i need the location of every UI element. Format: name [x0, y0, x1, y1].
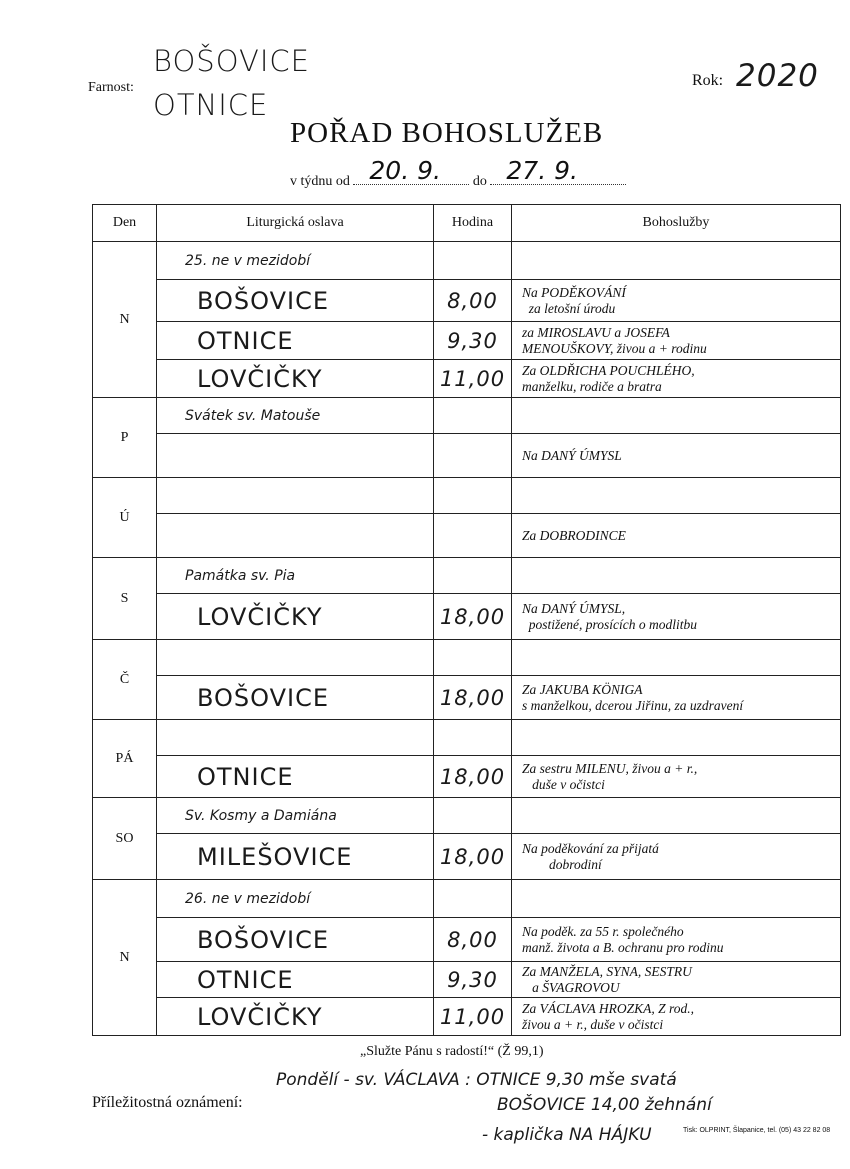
- hour-cell: [434, 434, 512, 478]
- table-row: [93, 322, 841, 360]
- hour-cell: 11,00: [434, 998, 512, 1036]
- day-label: N: [93, 880, 157, 1036]
- hour-cell: 11,00: [434, 360, 512, 398]
- liturgy-cell: Sv. Kosmy a Damiána: [157, 798, 434, 834]
- table-row: [93, 676, 841, 720]
- page-title: POŘAD BOHOSLUŽEB: [290, 117, 604, 149]
- church-cell: OTNICE: [157, 962, 434, 998]
- service-cell: Za sestru MILENU, živou a + r., duše v očistci: [512, 756, 841, 798]
- table-row: [93, 514, 841, 558]
- church-cell: OTNICE: [157, 322, 434, 360]
- church-cell: OTNICE: [157, 756, 434, 798]
- col-header-den: Den: [93, 205, 157, 242]
- church-cell: [157, 514, 434, 558]
- church-cell: LOVČIČKY: [157, 594, 434, 640]
- church-cell: BOŠOVICE: [157, 676, 434, 720]
- table-row: [93, 918, 841, 962]
- rok-value: 2020: [736, 58, 819, 94]
- hour-cell: 9,30: [434, 962, 512, 998]
- schedule-table: [92, 204, 841, 1036]
- liturgy-cell: 26. ne v mezidobí: [157, 880, 434, 918]
- table-row: [93, 280, 841, 322]
- parish-name-2: OTNICE: [153, 88, 269, 122]
- table-row: [93, 558, 841, 594]
- table-row: [93, 640, 841, 676]
- church-cell: LOVČIČKY: [157, 360, 434, 398]
- table-row: [93, 242, 841, 280]
- service-cell: za MIROSLAVU a JOSEFA MENOUŠKOVY, živou a + rodinu: [512, 322, 841, 360]
- announcement-line-1: Pondělí - sv. VÁCLAVA : OTNICE 9,30 mše svatá: [276, 1070, 677, 1090]
- day-label: N: [93, 242, 157, 398]
- col-header-services: Bohoslužby: [512, 205, 841, 242]
- table-row: [93, 880, 841, 918]
- table-header-row: [93, 205, 841, 242]
- parish-name-1: BOŠOVICE: [153, 44, 310, 78]
- service-cell: Za VÁCLAVA HROZKA, Z rod., živou a + r., duše v očistci: [512, 998, 841, 1036]
- table-row: [93, 434, 841, 478]
- service-cell: Na DANÝ ÚMYSL: [512, 434, 841, 478]
- week-from-value: 20. 9.: [369, 156, 441, 185]
- church-cell: BOŠOVICE: [157, 918, 434, 962]
- hour-cell: [434, 514, 512, 558]
- day-label: P: [93, 398, 157, 478]
- col-header-hour: Hodina: [434, 205, 512, 242]
- service-cell: Za OLDŘICHA POUCHLÉHO, manželku, rodiče a bratra: [512, 360, 841, 398]
- service-cell: Za MANŽELA, SYNA, SESTRU a ŠVAGROVOU: [512, 962, 841, 998]
- service-cell: Za DOBRODINCE: [512, 514, 841, 558]
- liturgy-cell: Památka sv. Pia: [157, 558, 434, 594]
- hour-cell: 18,00: [434, 676, 512, 720]
- hour-cell: 18,00: [434, 756, 512, 798]
- announcement-line-3: - kaplička NA HÁJKU: [482, 1125, 652, 1145]
- liturgy-cell: [157, 478, 434, 514]
- table-row: [93, 360, 841, 398]
- table-row: [93, 398, 841, 434]
- day-label: Č: [93, 640, 157, 720]
- service-cell: Na poděkování za přijatá dobrodiní: [512, 834, 841, 880]
- hour-cell: 9,30: [434, 322, 512, 360]
- announcement-label: Příležitostná oznámení:: [92, 1094, 243, 1111]
- church-cell: [157, 434, 434, 478]
- church-cell: LOVČIČKY: [157, 998, 434, 1036]
- service-cell: Na PODĚKOVÁNÍ za letošní úrodu: [512, 280, 841, 322]
- table-row: [93, 756, 841, 798]
- liturgy-cell: 25. ne v mezidobí: [157, 242, 434, 280]
- church-cell: BOŠOVICE: [157, 280, 434, 322]
- week-to-label: do: [472, 174, 487, 189]
- table-row: [93, 478, 841, 514]
- service-cell: Na poděk. za 55 r. společného manž. života a B. ochranu pro rodinu: [512, 918, 841, 962]
- farnost-label: Farnost:: [88, 80, 134, 95]
- day-label: PÁ: [93, 720, 157, 798]
- table-row: [93, 834, 841, 880]
- printer-credit: Tisk: OLPRINT, Šlapanice, tel. (05) 43 22 82 08: [683, 1127, 831, 1134]
- table-row: [93, 720, 841, 756]
- liturgy-cell: [157, 640, 434, 676]
- motto: „Služte Pánu s radostí!“ (Ž 99,1): [360, 1044, 544, 1059]
- liturgy-cell: Svátek sv. Matouše: [157, 398, 434, 434]
- table-row: [93, 798, 841, 834]
- hour-cell: 18,00: [434, 594, 512, 640]
- service-cell: Za JAKUBA KÖNIGA s manželkou, dcerou Jiřinu, za uzdravení: [512, 676, 841, 720]
- liturgy-cell: [157, 720, 434, 756]
- hour-cell: 8,00: [434, 918, 512, 962]
- table-row: [93, 594, 841, 640]
- col-header-liturgy: Liturgická oslava: [157, 205, 434, 242]
- day-label: Ú: [93, 478, 157, 558]
- week-from-label: v týdnu od: [290, 174, 350, 189]
- table-row: [93, 998, 841, 1036]
- announcement-line-2: BOŠOVICE 14,00 žehnání: [497, 1095, 712, 1115]
- week-to-value: 27. 9.: [506, 156, 578, 185]
- table-row: [93, 962, 841, 998]
- service-cell: Na DANÝ ÚMYSL, postižené, prosících o modlitbu: [512, 594, 841, 640]
- church-cell: MILEŠOVICE: [157, 834, 434, 880]
- hour-cell: 8,00: [434, 280, 512, 322]
- day-label: S: [93, 558, 157, 640]
- week-range: [290, 156, 626, 190]
- day-label: SO: [93, 798, 157, 880]
- rok-label: Rok:: [692, 72, 724, 89]
- hour-cell: 18,00: [434, 834, 512, 880]
